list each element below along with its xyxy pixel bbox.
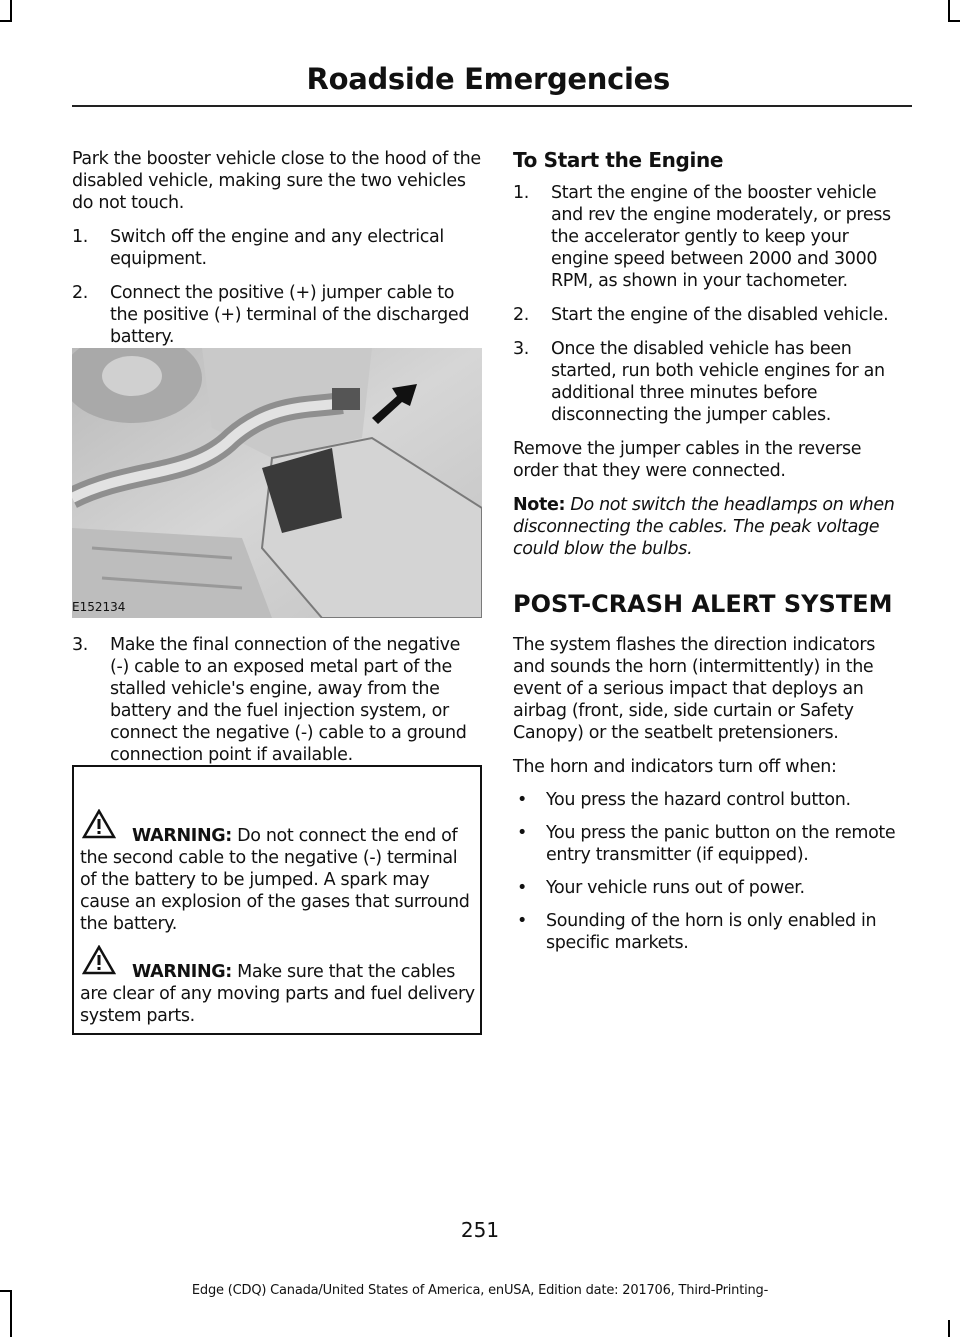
- warning-body: Make sure that the cables are clear of any moving parts and fuel delivery system parts.: [80, 962, 475, 1026]
- note-text: Do not switch the headlamps on when disconnecting the cables. The peak voltage could blow the bulbs.: [513, 495, 895, 559]
- note-label: Note:: [513, 495, 566, 515]
- step-number: 2.: [72, 283, 88, 303]
- list-item: [513, 822, 910, 866]
- list-item: [72, 634, 482, 766]
- bullet-icon: •: [517, 878, 527, 898]
- crop-mark: [948, 0, 950, 20]
- warning-body: Do not connect the end of the second cable to the negative (-) terminal of the battery to be jumped. A spark may cause an explosion of the gases that surround the battery.: [80, 826, 470, 934]
- list-item: [72, 226, 482, 270]
- list-item: [513, 789, 910, 811]
- paragraph: The system flashes the direction indicators and sounds the horn (intermittently) in the event of a serious impact that deploys an airbag (front, side, side curtain or Safety Canopy) or the seatbelt pretensioners.: [513, 635, 875, 743]
- warning-box: [72, 765, 482, 1035]
- list-item: [513, 910, 910, 954]
- right-column: [513, 148, 910, 954]
- list-item: [513, 877, 910, 899]
- warning-text: [80, 825, 478, 935]
- list-item: [513, 304, 910, 326]
- page-number: 251: [460, 1218, 500, 1242]
- intro-paragraph: Park the booster vehicle close to the hood of the disabled vehicle, making sure the two vehicles do not touch.: [72, 149, 481, 213]
- step-number: 3.: [513, 339, 529, 359]
- image-id: E152134: [72, 600, 126, 614]
- step-text: Switch off the engine and any electrical equipment.: [110, 227, 444, 269]
- bullet-icon: •: [517, 790, 527, 810]
- warning-text: [80, 961, 478, 1027]
- warning-label: WARNING:: [132, 826, 232, 846]
- note: [513, 494, 910, 560]
- crop-mark: [10, 0, 12, 20]
- step-text: Make the final connection of the negative (-) cable to an exposed metal part of the stalled vehicle's engine, away from the battery and the fuel injection system, or connect the negative (-) cable to a ground connection point if available.: [110, 635, 467, 765]
- left-column-continued: [72, 634, 482, 766]
- paragraph: Remove the jumper cables in the reverse order that they were connected.: [513, 439, 862, 481]
- warning-label: WARNING:: [132, 962, 232, 982]
- crop-mark: [948, 20, 960, 22]
- battery-terminal-illustration: [72, 348, 482, 618]
- bullet-text: Sounding of the horn is only enabled in specific markets.: [546, 911, 877, 953]
- step-number: 3.: [72, 635, 88, 655]
- step-text: Start the engine of the disabled vehicle.: [551, 305, 889, 325]
- step-text: Connect the positive (+) jumper cable to the positive (+) terminal of the discharged battery.: [110, 283, 470, 347]
- header-divider: [72, 105, 912, 107]
- page-title: Roadside Emergencies: [306, 62, 670, 96]
- section-title: POST-CRASH ALERT SYSTEM: [513, 590, 893, 618]
- list-item: [72, 282, 482, 348]
- left-column: [72, 148, 482, 348]
- bullet-icon: •: [517, 823, 527, 843]
- step-number: 1.: [72, 227, 88, 247]
- list-item: [513, 338, 910, 426]
- bullet-icon: •: [517, 911, 527, 931]
- bullet-text: Your vehicle runs out of power.: [546, 878, 805, 898]
- section-heading: To Start the Engine: [513, 148, 724, 172]
- step-text: Start the engine of the booster vehicle and rev the engine moderately, or press the accelerator gently to keep your engine speed between 2000 and 3000 RPM, as shown in your tachometer.: [551, 183, 891, 291]
- bullet-text: You press the hazard control button.: [546, 790, 851, 810]
- crop-mark: [0, 20, 12, 22]
- crop-mark: [948, 1320, 950, 1337]
- footer-text: Edge (CDQ) Canada/United States of America, enUSA, Edition date: 201706, Third-Printing-: [191, 1283, 769, 1298]
- list-item: [513, 182, 910, 292]
- paragraph: The horn and indicators turn off when:: [513, 757, 837, 777]
- step-number: 2.: [513, 305, 529, 325]
- step-text: Once the disabled vehicle has been started, run both vehicle engines for an additional three minutes before disconnecting the jumper cables.: [551, 339, 885, 425]
- step-number: 1.: [513, 183, 529, 203]
- bullet-text: You press the panic button on the remote entry transmitter (if equipped).: [546, 823, 896, 865]
